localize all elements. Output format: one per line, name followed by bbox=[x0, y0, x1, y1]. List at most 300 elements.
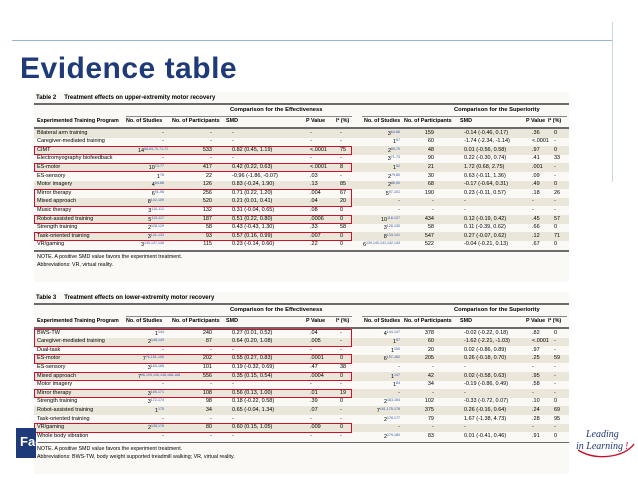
cell-value: 0.60 (0.15, 1.05) bbox=[232, 424, 273, 431]
cell-value: -0.33 (-0.72, 0.07) bbox=[464, 398, 509, 405]
cell-value: 79 bbox=[427, 415, 434, 422]
cell-smd-1 bbox=[232, 399, 274, 405]
reference-superscript: 71-73 bbox=[390, 155, 400, 160]
cell-value: 80 bbox=[205, 424, 212, 431]
cell-value: 85 bbox=[340, 181, 347, 188]
reference-superscript: 102-109 bbox=[150, 198, 164, 203]
cell-p-1 bbox=[176, 217, 212, 223]
cell-p-2 bbox=[408, 156, 434, 162]
cell-p-2 bbox=[408, 425, 434, 431]
cell-value: 0.23 (-0.14, 0.60) bbox=[232, 241, 275, 248]
cell-p-2 bbox=[408, 234, 434, 240]
column-header: Experimented Training Program bbox=[37, 118, 119, 124]
cell-value: .0006 bbox=[310, 215, 324, 222]
table-top-rule bbox=[34, 103, 569, 105]
cell-value: 0.82 (0.45, 1.19) bbox=[232, 146, 273, 153]
cell-i-1 bbox=[340, 199, 346, 205]
cell-value: 1 bbox=[392, 139, 396, 146]
cell-value: 42 bbox=[427, 372, 434, 379]
reference-superscript: 78 bbox=[160, 172, 164, 177]
cell-value: -0.19 (-0.86, 0.49) bbox=[464, 381, 509, 388]
cell-smd-2 bbox=[464, 242, 508, 248]
reference-superscript: 91-96 bbox=[154, 189, 164, 194]
cell-value: Mirror therapy bbox=[37, 189, 72, 196]
reference-superscript: 138,178 bbox=[151, 424, 164, 429]
cell-value: - bbox=[340, 415, 342, 422]
group-superiority-label: Comparison for the Superiority bbox=[454, 307, 540, 313]
cell-p-2 bbox=[408, 182, 434, 188]
cell-n-2 bbox=[360, 174, 400, 181]
cell-smd-1 bbox=[232, 365, 274, 371]
cell-pv-2 bbox=[532, 348, 540, 354]
cell-n-1 bbox=[138, 165, 164, 172]
cell-value: 8 bbox=[383, 233, 387, 240]
cell-value: 7 bbox=[138, 373, 142, 380]
cell-i-1 bbox=[340, 356, 343, 362]
cell-value: - bbox=[210, 155, 212, 162]
cell-pv-2 bbox=[532, 165, 543, 171]
cell-i-2 bbox=[554, 331, 557, 337]
cell-value: 0.56 (0.13, 1.00) bbox=[232, 389, 273, 396]
cell-value: 98 bbox=[205, 398, 212, 405]
cell-pv-1 bbox=[310, 391, 318, 397]
cell-value: 202 bbox=[202, 355, 212, 362]
cell-program bbox=[37, 225, 77, 231]
cell-value: 378 bbox=[424, 329, 434, 336]
cell-value: - bbox=[232, 432, 234, 439]
cell-value: - bbox=[554, 363, 556, 370]
cell-value: 1 bbox=[156, 173, 160, 180]
reference-superscript: 52 bbox=[396, 163, 400, 168]
cell-i-1 bbox=[340, 365, 346, 371]
reference-superscript: 68,69,70,71,72 bbox=[144, 146, 169, 151]
cell-value: 115 bbox=[203, 241, 212, 248]
cell-value: 60 bbox=[427, 138, 434, 145]
cell-n-2 bbox=[360, 191, 400, 198]
cell-value: 0 bbox=[554, 146, 558, 153]
cell-value: 33 bbox=[554, 155, 561, 162]
reference-superscript: 175 bbox=[158, 406, 164, 411]
cell-value: -0.14 (-0.46, 0.17) bbox=[464, 129, 509, 136]
cell-value: - bbox=[464, 424, 466, 431]
table-note: NOTE. A positive SMD value favors the experiment treatment. bbox=[37, 254, 183, 261]
cell-i-2 bbox=[554, 131, 557, 137]
cell-value: .39 bbox=[310, 398, 318, 405]
cell-value: Mixed approach bbox=[37, 372, 77, 379]
cell-smd-2 bbox=[464, 374, 506, 380]
cell-i-2 bbox=[554, 165, 556, 171]
lower-extremity-table bbox=[34, 292, 569, 474]
cell-value: - bbox=[340, 129, 342, 136]
cell-value: - bbox=[162, 415, 164, 422]
cell-value: - bbox=[554, 138, 556, 145]
logo-line2: in Learning bbox=[576, 441, 623, 452]
table-row bbox=[34, 355, 569, 364]
cell-smd-1 bbox=[232, 234, 272, 240]
cell-i-2 bbox=[554, 434, 557, 440]
cell-pv-1 bbox=[310, 182, 318, 188]
cell-pv-1 bbox=[310, 234, 321, 240]
cell-pv-2 bbox=[532, 208, 534, 214]
cell-i-1 bbox=[340, 225, 346, 231]
cell-n-2 bbox=[360, 434, 400, 441]
cell-value: - bbox=[310, 415, 312, 422]
cell-program bbox=[37, 391, 71, 397]
cell-value: 8 bbox=[340, 163, 344, 170]
cell-value: - bbox=[554, 172, 556, 179]
cell-program bbox=[37, 208, 71, 214]
cell-i-1 bbox=[340, 191, 346, 197]
cell-i-1 bbox=[340, 156, 342, 162]
cell-value: 2 bbox=[387, 147, 391, 154]
cell-smd-2 bbox=[464, 225, 506, 231]
cell-value: - bbox=[464, 206, 466, 213]
cell-n-2 bbox=[360, 339, 400, 346]
cell-p-1 bbox=[176, 148, 212, 154]
cell-i-2 bbox=[554, 356, 560, 362]
cell-value: - bbox=[398, 206, 400, 213]
group-rule-superiority bbox=[362, 316, 567, 317]
cell-value: 126 bbox=[202, 181, 212, 188]
cell-p-1 bbox=[176, 174, 212, 180]
cell-value: 0 bbox=[340, 215, 344, 222]
cell-value: Motor imagery bbox=[37, 381, 73, 388]
cell-pv-1 bbox=[310, 374, 324, 380]
cell-value: 6 bbox=[383, 356, 387, 363]
cell-program bbox=[37, 382, 72, 388]
cell-value: 1 bbox=[154, 330, 158, 337]
cell-value: 547 bbox=[424, 232, 434, 239]
cell-pv-2 bbox=[532, 148, 540, 154]
cell-pv-1 bbox=[310, 339, 321, 345]
cell-i-1 bbox=[340, 408, 342, 414]
cell-value: - bbox=[554, 381, 556, 388]
reference-superscript: 135,137,138 bbox=[144, 241, 164, 246]
column-header: No. of Studies bbox=[126, 118, 163, 124]
cell-value: ES-motor bbox=[37, 163, 61, 170]
column-header: No. of Participants bbox=[404, 318, 452, 324]
table-caption bbox=[36, 295, 214, 301]
cell-value: 0 bbox=[340, 424, 344, 431]
cell-p-2 bbox=[408, 356, 434, 362]
side-rule bbox=[612, 22, 613, 182]
cell-value: - bbox=[162, 381, 164, 388]
cell-value: - bbox=[464, 363, 466, 370]
cell-value: 3 bbox=[147, 390, 151, 397]
column-header: P Value bbox=[306, 118, 326, 124]
cell-smd-1 bbox=[232, 139, 234, 145]
cell-p-1 bbox=[176, 165, 212, 171]
column-header: No. of Participants bbox=[172, 118, 220, 124]
cell-i-1 bbox=[340, 331, 342, 337]
cell-i-1 bbox=[340, 242, 343, 248]
cell-n-1 bbox=[138, 208, 164, 215]
cell-value: .004 bbox=[310, 189, 321, 196]
reference-superscript: 84-86 bbox=[154, 181, 164, 186]
column-header: P Value bbox=[306, 318, 326, 324]
cell-n-1 bbox=[138, 234, 164, 241]
cell-value: 68 bbox=[427, 181, 434, 188]
cell-program bbox=[37, 408, 93, 414]
cell-value: 0.12 (-0.19, 0.42) bbox=[464, 215, 507, 222]
reference-superscript: 128,129 bbox=[151, 224, 164, 229]
cell-value: .67 bbox=[532, 241, 540, 248]
cell-p-1 bbox=[176, 234, 212, 240]
cell-smd-1 bbox=[232, 182, 274, 188]
cell-value: 26 bbox=[554, 189, 561, 196]
cell-value: 0.51 (0.22, 0.80) bbox=[232, 215, 273, 222]
cell-pv-1 bbox=[310, 139, 312, 145]
cell-value: Task-oriented training bbox=[37, 415, 90, 422]
cell-value: - bbox=[464, 198, 466, 205]
cell-p-2 bbox=[408, 391, 434, 397]
cell-pv-2 bbox=[532, 131, 540, 137]
table-row bbox=[34, 189, 569, 198]
cell-smd-2 bbox=[464, 382, 508, 388]
cell-n-2 bbox=[360, 217, 400, 224]
cell-p-1 bbox=[176, 365, 212, 371]
cell-value: -0.04 (-0.21, 0.13) bbox=[464, 241, 509, 248]
cell-value: - bbox=[340, 338, 342, 345]
cell-value: 0.02 (-0.58, 0.63) bbox=[464, 372, 507, 379]
cell-value: 159 bbox=[424, 129, 434, 136]
column-header: I² (%) bbox=[548, 118, 562, 124]
cell-n-1 bbox=[138, 399, 164, 406]
cell-p-2 bbox=[408, 199, 434, 205]
logo-exclamation: ! bbox=[625, 441, 629, 452]
cell-value: 34 bbox=[205, 406, 212, 413]
cell-value: - bbox=[432, 198, 434, 205]
cell-value: 57 bbox=[554, 215, 561, 222]
cell-value: 533 bbox=[202, 146, 212, 153]
cell-value: .22 bbox=[310, 241, 318, 248]
column-header: I² (%) bbox=[336, 118, 350, 124]
cell-smd-1 bbox=[232, 131, 234, 137]
cell-p-2 bbox=[408, 399, 434, 405]
cell-pv-1 bbox=[310, 356, 324, 362]
cell-smd-2 bbox=[464, 417, 506, 423]
leading-in-learning-logo bbox=[572, 424, 638, 464]
cell-value: .25 bbox=[532, 355, 540, 362]
table-row bbox=[34, 363, 569, 372]
reference-superscript: 67 bbox=[396, 138, 400, 143]
cell-value: - bbox=[232, 129, 234, 136]
cell-n-1 bbox=[138, 391, 164, 398]
cell-value: 71 bbox=[554, 232, 561, 239]
cell-n-1 bbox=[138, 131, 164, 137]
cell-value: .09 bbox=[532, 172, 540, 179]
cell-pv-2 bbox=[532, 234, 540, 240]
reference-superscript: 76,151-155 bbox=[145, 355, 164, 360]
cell-smd-1 bbox=[232, 408, 274, 414]
cell-n-1 bbox=[138, 417, 164, 423]
cell-pv-1 bbox=[310, 131, 312, 137]
cell-value: 0.63 (-0.11, 1.36) bbox=[464, 172, 506, 179]
cell-pv-2 bbox=[532, 365, 534, 371]
cell-value: 1 bbox=[392, 382, 396, 389]
cell-value: 0 bbox=[554, 224, 558, 231]
cell-pv-2 bbox=[532, 174, 540, 180]
cell-value: 0.31 (-0.04, 0.65) bbox=[232, 206, 275, 213]
cell-value: 0 bbox=[340, 355, 344, 362]
cell-p-1 bbox=[176, 131, 212, 137]
cell-value: 1.72 (0.68, 2.75) bbox=[464, 163, 505, 170]
table-row bbox=[34, 215, 569, 224]
cell-value: 0.26 (-0.18, 0.70) bbox=[464, 355, 507, 362]
table-row bbox=[34, 338, 569, 347]
cell-value: .45 bbox=[532, 215, 540, 222]
top-rule bbox=[12, 40, 612, 41]
cell-i-1 bbox=[340, 148, 346, 154]
table-row bbox=[34, 241, 569, 250]
cell-n-2 bbox=[360, 234, 400, 241]
cell-p-2 bbox=[408, 139, 434, 145]
cell-value: - bbox=[310, 138, 312, 145]
cell-program bbox=[37, 165, 60, 171]
cell-value: 2 bbox=[387, 182, 391, 189]
cell-value: - bbox=[432, 424, 434, 431]
cell-value: 0.64 (0.20, 1.08) bbox=[232, 338, 273, 345]
cell-value: 3 bbox=[148, 207, 152, 214]
cell-i-2 bbox=[554, 417, 560, 423]
table-row bbox=[34, 232, 569, 241]
cell-pv-1 bbox=[310, 225, 318, 231]
table-row bbox=[34, 406, 569, 415]
cell-value: .04 bbox=[310, 198, 318, 205]
cell-i-2 bbox=[554, 365, 556, 371]
cell-i-2 bbox=[554, 148, 557, 154]
footer-text: Fac bbox=[20, 434, 43, 449]
cell-value: ES-motor bbox=[37, 355, 61, 362]
cell-value: 2 bbox=[147, 339, 151, 346]
cell-value: - bbox=[554, 372, 556, 379]
cell-smd-1 bbox=[232, 242, 274, 248]
cell-i-1 bbox=[340, 165, 343, 171]
cell-n-2 bbox=[360, 399, 400, 406]
cell-pv-2 bbox=[532, 356, 540, 362]
cell-n-2 bbox=[360, 425, 400, 431]
cell-smd-1 bbox=[232, 382, 234, 388]
cell-value: 205 bbox=[424, 355, 434, 362]
cell-smd-2 bbox=[464, 348, 506, 354]
cell-smd-2 bbox=[464, 199, 466, 205]
cell-n-1 bbox=[138, 356, 164, 363]
reference-superscript: 113-117 bbox=[151, 215, 164, 220]
cell-value: 8 bbox=[147, 199, 151, 206]
cell-value: - bbox=[162, 432, 164, 439]
cell-value: 0 bbox=[340, 232, 344, 239]
table-row bbox=[34, 346, 569, 355]
cell-pv-1 bbox=[310, 382, 312, 388]
cell-i-1 bbox=[340, 182, 346, 188]
cell-pv-2 bbox=[532, 391, 534, 397]
cell-value: 34 bbox=[427, 381, 434, 388]
cell-value: .04 bbox=[310, 329, 318, 336]
cell-value: - bbox=[340, 329, 342, 336]
logo-line1: Leading bbox=[586, 429, 619, 440]
cell-pv-2 bbox=[532, 331, 540, 337]
group-rule-effectiveness bbox=[126, 316, 352, 317]
cell-value: .33 bbox=[310, 224, 318, 231]
reference-superscript: 118-127 bbox=[387, 215, 400, 220]
cell-value: 3 bbox=[140, 242, 144, 249]
cell-i-2 bbox=[554, 208, 556, 214]
cell-value: BWS-TW bbox=[37, 329, 60, 336]
cell-pv-1 bbox=[310, 417, 312, 423]
table-row bbox=[34, 381, 569, 390]
cell-value: 60 bbox=[427, 338, 434, 345]
reference-superscript: 147 bbox=[394, 372, 400, 377]
cell-value: 0.02 (-0.86, 0.89) bbox=[464, 346, 507, 353]
cell-value: 102 bbox=[424, 398, 434, 405]
cell-value: 101 bbox=[202, 363, 212, 370]
cell-value: 1 bbox=[392, 339, 396, 346]
reference-superscript: 179,180 bbox=[387, 432, 400, 437]
cell-value: 6 bbox=[151, 190, 155, 197]
column-header: No. of Studies bbox=[364, 318, 401, 324]
cell-value: - bbox=[532, 424, 534, 431]
cell-n-1 bbox=[138, 408, 164, 415]
cell-value: - bbox=[310, 346, 312, 353]
cell-p-2 bbox=[408, 208, 434, 214]
cell-i-2 bbox=[554, 191, 560, 197]
cell-value: Motor imagery bbox=[37, 181, 73, 188]
reference-superscript: 134-141 bbox=[386, 232, 400, 237]
cell-value: 75 bbox=[340, 146, 347, 153]
cell-i-1 bbox=[340, 208, 343, 214]
cell-p-2 bbox=[408, 174, 434, 180]
cell-value: 4 bbox=[151, 182, 155, 189]
table-row bbox=[34, 172, 569, 181]
cell-value: 3 bbox=[147, 364, 151, 371]
cell-n-1 bbox=[138, 156, 164, 162]
cell-smd-1 bbox=[232, 374, 272, 380]
cell-value: 0.27 (0.01, 0.52) bbox=[232, 329, 273, 336]
cell-n-2 bbox=[360, 417, 400, 424]
cell-value: 1 bbox=[154, 407, 158, 414]
cell-value: - bbox=[532, 389, 534, 396]
reference-superscript: 148,149 bbox=[151, 338, 164, 343]
cell-value: 1 bbox=[390, 347, 394, 354]
cell-n-1 bbox=[138, 199, 164, 206]
cell-p-2 bbox=[408, 348, 434, 354]
cell-n-2 bbox=[360, 148, 400, 155]
cell-value: .47 bbox=[310, 363, 318, 370]
cell-n-2 bbox=[360, 356, 400, 363]
cell-n-1 bbox=[138, 182, 164, 189]
reference-superscript: 86,90 bbox=[391, 181, 400, 186]
cell-pv-1 bbox=[310, 365, 318, 371]
cell-value: ES-sensory bbox=[37, 363, 66, 370]
cell-value: 2 bbox=[147, 425, 151, 432]
cell-n-2 bbox=[360, 348, 400, 355]
cell-i-1 bbox=[340, 399, 343, 405]
cell-p-1 bbox=[176, 382, 212, 388]
cell-value: .24 bbox=[532, 406, 540, 413]
reference-superscript: 79,80 bbox=[391, 172, 400, 177]
cell-value: - bbox=[432, 363, 434, 370]
cell-value: .005 bbox=[310, 338, 321, 345]
cell-program bbox=[37, 425, 64, 431]
cell-smd-2 bbox=[464, 131, 508, 137]
cell-value: 1.67 (-1.38, 4.73) bbox=[464, 415, 507, 422]
cell-value: - bbox=[232, 381, 234, 388]
cell-value: Music therapy bbox=[37, 206, 72, 213]
column-header: P Value bbox=[526, 318, 546, 324]
cell-smd-2 bbox=[464, 174, 506, 180]
cell-value: VR/gaming bbox=[37, 241, 65, 248]
cell-value: 3 bbox=[387, 156, 391, 163]
